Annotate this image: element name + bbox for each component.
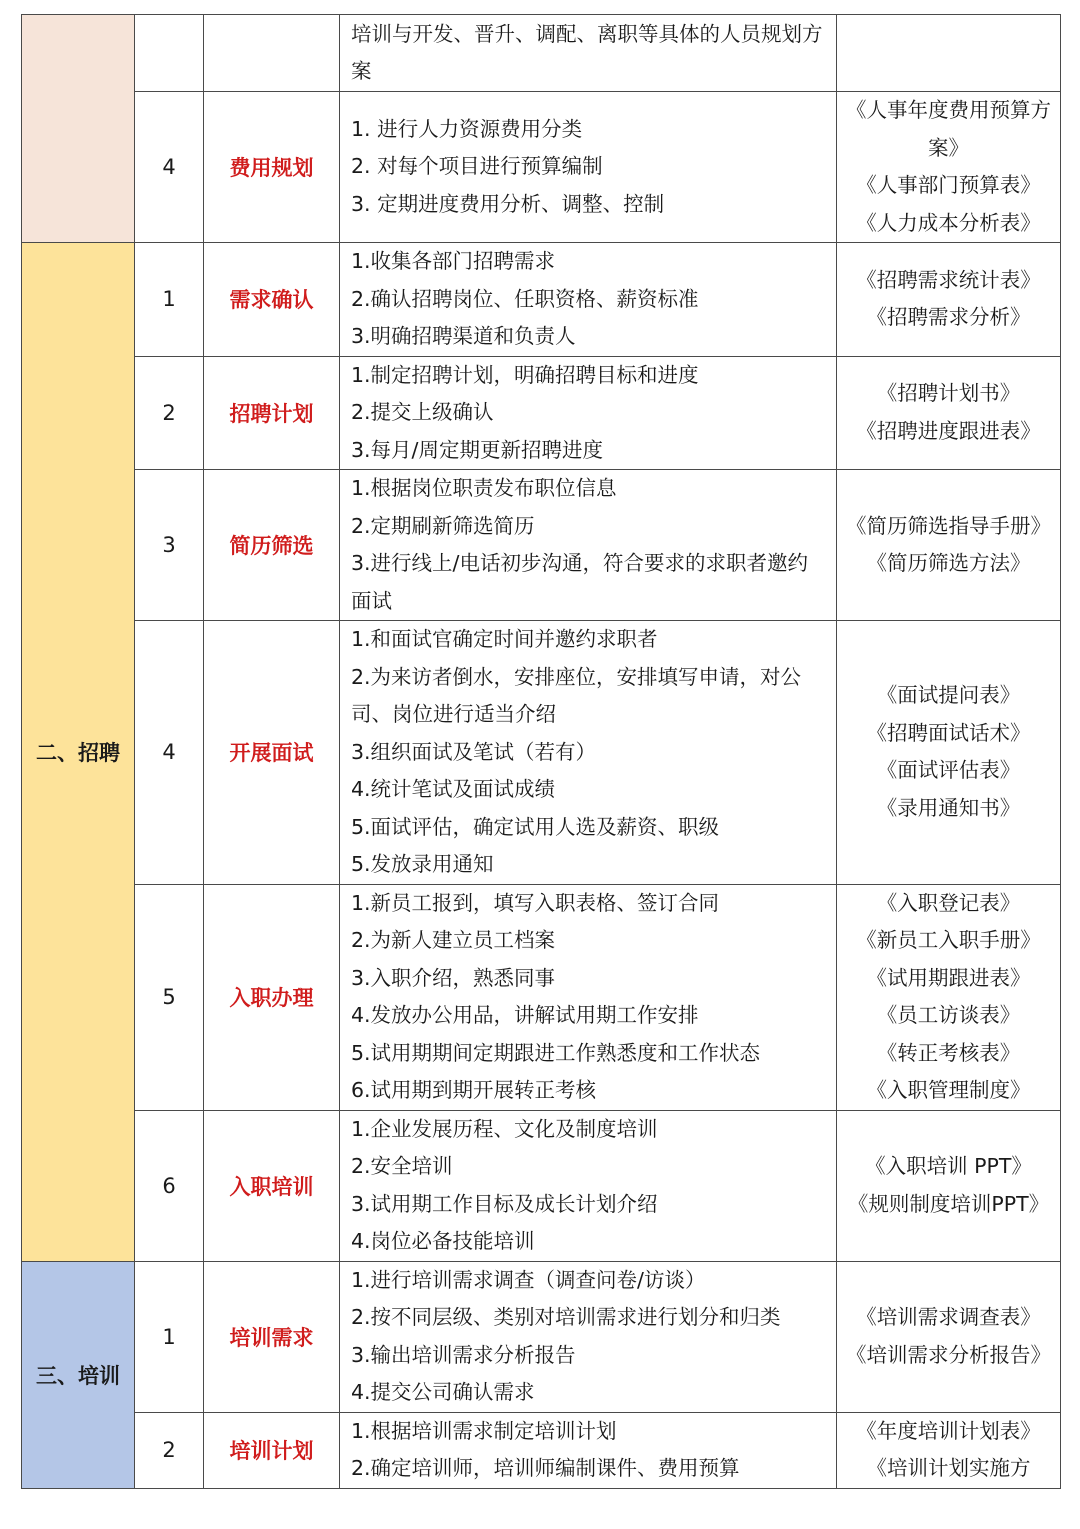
table-row — [22, 243, 1061, 357]
doc-list — [837, 621, 1061, 885]
doc-line: 《简历筛选指导手册》 — [846, 513, 1051, 538]
doc-list — [837, 470, 1061, 621]
task-list — [340, 470, 837, 621]
task-line: 5.发放录用通知 — [351, 852, 494, 876]
table-row — [22, 15, 1061, 92]
task-list — [340, 356, 837, 470]
task-list — [340, 1412, 837, 1488]
table-row — [22, 1412, 1061, 1488]
table-row — [22, 1261, 1061, 1412]
task-line: 3.组织面试及笔试（若有） — [351, 739, 597, 764]
doc-line: 《转正考核表》 — [876, 1040, 1021, 1065]
task-line: 2. 对每个项目进行预算编制 — [351, 154, 603, 179]
task-line: 5.试用期期间定期跟进工作熟悉度和工作状态 — [351, 1040, 761, 1065]
hr-process-table — [21, 14, 1061, 1489]
task-line: 6.试用期到期开展转正考核 — [351, 1078, 597, 1102]
row-number: 5 — [135, 884, 204, 1110]
doc-line: 《规则制度培训PPT》 — [847, 1191, 1050, 1216]
doc-line: 《培训计划实施方 — [866, 1456, 1031, 1480]
table-row — [22, 1110, 1061, 1261]
section-cell — [22, 15, 135, 243]
doc-line: 《试用期跟进表》 — [866, 965, 1031, 990]
task-line: 1.新员工报到，填写入职表格、签订合同 — [351, 890, 720, 915]
doc-list — [837, 243, 1061, 357]
doc-line: 《新员工入职手册》 — [856, 928, 1041, 952]
row-number: 4 — [135, 92, 204, 243]
task-list — [340, 1261, 837, 1412]
row-number: 1 — [135, 243, 204, 357]
doc-line: 《培训需求调查表》 — [856, 1305, 1041, 1329]
row-title: 开展面试 — [204, 621, 340, 885]
doc-list — [837, 92, 1061, 243]
table-row — [22, 92, 1061, 243]
task-line: 培训与开发、晋升、调配、离职等具体的人员规划方案 — [351, 21, 823, 83]
row-number: 3 — [135, 470, 204, 621]
row-number: 4 — [135, 621, 204, 885]
task-line: 1.制定招聘计划，明确招聘目标和进度 — [351, 362, 699, 387]
task-line: 2.按不同层级、类别对培训需求进行划分和归类 — [351, 1305, 781, 1329]
task-line: 1.企业发展历程、文化及制度培训 — [351, 1116, 658, 1141]
task-line: 1.进行培训需求调查（调查问卷/访谈） — [351, 1267, 706, 1292]
task-line: 1.收集各部门招聘需求 — [351, 249, 556, 273]
row-title: 培训计划 — [204, 1412, 340, 1488]
task-list — [340, 884, 837, 1110]
row-title: 招聘计划 — [204, 356, 340, 470]
table-row — [22, 884, 1061, 1110]
task-list — [340, 1110, 837, 1261]
doc-line: 《招聘进度跟进表》 — [856, 418, 1041, 443]
doc-list — [837, 884, 1061, 1110]
doc-line: 《员工访谈表》 — [876, 1003, 1021, 1027]
task-line: 2.安全培训 — [351, 1154, 453, 1178]
doc-line: 《人力成本分析表》 — [856, 210, 1041, 235]
task-line: 2.确定培训师，培训师编制课件、费用预算 — [351, 1456, 740, 1480]
doc-list — [837, 356, 1061, 470]
doc-line: 《入职培训 PPT》 — [865, 1154, 1032, 1178]
task-line: 3. 定期进度费用分析、调整、控制 — [351, 191, 665, 216]
row-title: 需求确认 — [204, 243, 340, 357]
doc-list — [837, 1110, 1061, 1261]
doc-list — [837, 1412, 1061, 1488]
row-title: 简历筛选 — [204, 470, 340, 621]
row-number: 1 — [135, 1261, 204, 1412]
doc-line: 《入职管理制度》 — [866, 1078, 1031, 1102]
task-line: 4.岗位必备技能培训 — [351, 1229, 535, 1253]
doc-line: 《人事年度费用预算方案》 — [846, 98, 1051, 160]
row-number: 2 — [135, 356, 204, 470]
task-list — [340, 15, 837, 92]
row-title: 培训需求 — [204, 1261, 340, 1412]
task-line: 2.确认招聘岗位、任职资格、薪资标准 — [351, 286, 699, 311]
task-line: 4.发放办公用品，讲解试用期工作安排 — [351, 1003, 699, 1027]
doc-line: 《培训需求分析报告》 — [846, 1342, 1051, 1367]
doc-line: 《招聘计划书》 — [876, 381, 1021, 406]
row-title — [204, 15, 340, 92]
task-line: 1.和面试官确定时间并邀约求职者 — [351, 627, 658, 651]
doc-list — [837, 1261, 1061, 1412]
doc-line: 《招聘需求统计表》 — [856, 267, 1041, 292]
task-line: 2.为新人建立员工档案 — [351, 928, 556, 952]
task-line: 3.入职介绍，熟悉同事 — [351, 965, 556, 990]
task-line: 3.进行线上/电话初步沟通，符合要求的求职者邀约面试 — [351, 551, 808, 613]
task-line: 5.面试评估，确定试用人选及薪资、职级 — [351, 814, 720, 839]
doc-line: 《面试提问表》 — [876, 683, 1021, 708]
task-line: 3.试用期工作目标及成长计划介绍 — [351, 1191, 658, 1216]
row-title: 入职办理 — [204, 884, 340, 1110]
doc-line: 《入职登记表》 — [876, 890, 1021, 915]
doc-line: 《人事部门预算表》 — [856, 173, 1041, 197]
task-line: 3.输出培训需求分析报告 — [351, 1342, 576, 1367]
doc-line: 《招聘面试话术》 — [866, 720, 1031, 745]
table-row — [22, 621, 1061, 885]
task-line: 1. 进行人力资源费用分类 — [351, 116, 583, 141]
table-row — [22, 470, 1061, 621]
doc-line: 《录用通知书》 — [876, 795, 1021, 820]
section-cell: 三、培训 — [22, 1261, 135, 1488]
row-number: 2 — [135, 1412, 204, 1488]
doc-line: 《面试评估表》 — [876, 758, 1021, 783]
section-cell: 二、招聘 — [22, 243, 135, 1262]
row-title: 入职培训 — [204, 1110, 340, 1261]
task-line: 1.根据培训需求制定培训计划 — [351, 1418, 617, 1443]
doc-line: 《年度培训计划表》 — [856, 1418, 1041, 1443]
task-list — [340, 621, 837, 885]
row-number — [135, 15, 204, 92]
task-line: 3.每月/周定期更新招聘进度 — [351, 437, 603, 462]
doc-line: 《简历筛选方法》 — [866, 551, 1031, 575]
task-line: 2.提交上级确认 — [351, 400, 494, 424]
task-line: 4.统计笔试及面试成绩 — [351, 777, 556, 801]
row-title: 费用规划 — [204, 92, 340, 243]
doc-line: 《招聘需求分析》 — [866, 305, 1031, 330]
task-line: 2.定期刷新筛选简历 — [351, 513, 535, 538]
task-list — [340, 92, 837, 243]
task-line: 2.为来访者倒水，安排座位，安排填写申请，对公司、岗位进行适当介绍 — [351, 664, 802, 726]
task-line: 1.根据岗位职责发布职位信息 — [351, 476, 617, 500]
row-number: 6 — [135, 1110, 204, 1261]
task-line: 4.提交公司确认需求 — [351, 1380, 535, 1404]
doc-list — [837, 15, 1061, 92]
table-row — [22, 356, 1061, 470]
task-line: 3.明确招聘渠道和负责人 — [351, 324, 576, 348]
task-list — [340, 243, 837, 357]
